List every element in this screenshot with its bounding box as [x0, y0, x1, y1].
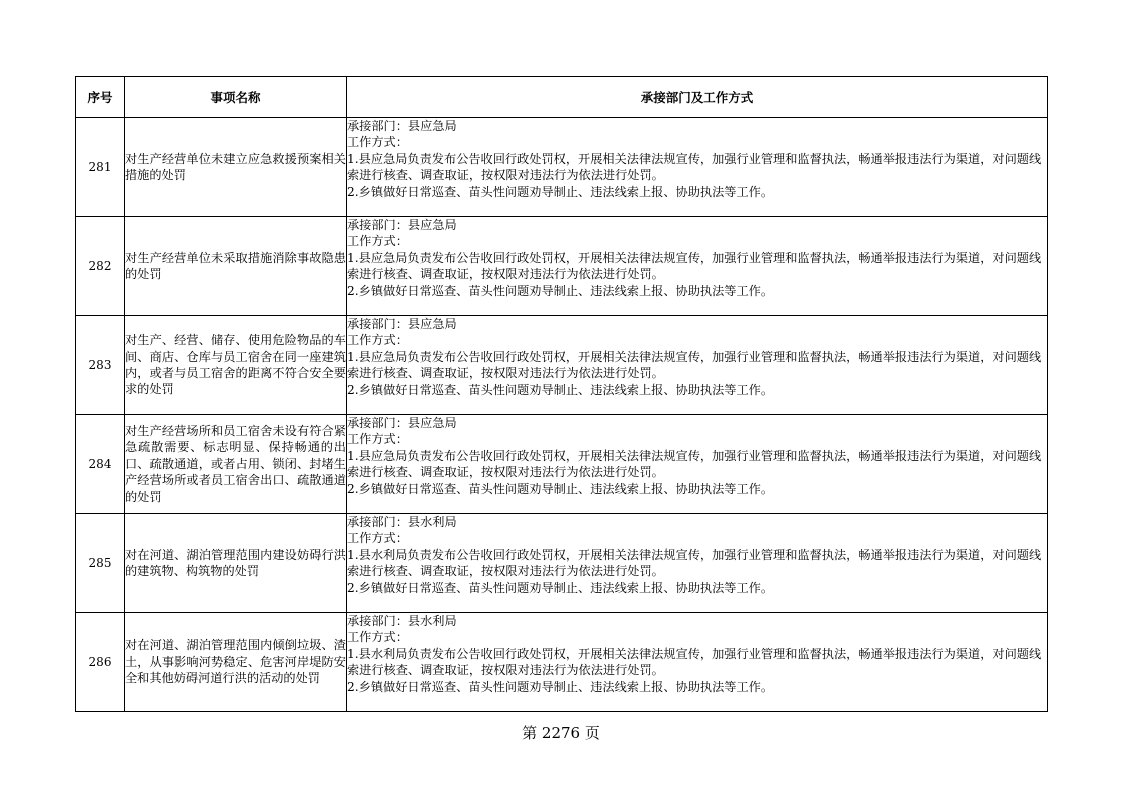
item-name: 对生产、经营、储存、使用危险物品的车间、商店、仓库与员工宿舍在同一座建筑内，或者与员工宿舍的距离不符合安全要求的处罚 [125, 316, 347, 415]
item-name: 对在河道、湖泊管理范围内建设妨碍行洪的建筑物、构筑物的处罚 [125, 514, 347, 613]
header-dept-method: 承接部门及工作方式 [347, 77, 1048, 118]
table-header-row [76, 77, 1048, 118]
row-number: 286 [76, 613, 125, 712]
item-name: 对生产经营单位未采取措施消除事故隐患的处罚 [125, 217, 347, 316]
table-row [76, 316, 1048, 415]
mode-label: 工作方式： [347, 135, 408, 150]
step-2: 2.乡镇做好日常巡查、苗头性问题劝导制止、违法线索上报、协助执法等工作。 [347, 283, 774, 298]
dept-method-cell [347, 217, 1048, 316]
page-number: 第 2276 页 [522, 724, 600, 742]
mode-label: 工作方式： [347, 432, 408, 447]
table-row [76, 415, 1048, 514]
mode-label: 工作方式： [347, 630, 408, 645]
step-1: 1.县应急局负责发布公告收回行政处罚权，开展相关法律法规宣传，加强行业管理和监督执法，畅通举报违法行为渠道，对问题线索进行核查、调查取证，按权限对违法行为依法进行处罚。 [347, 151, 1042, 183]
dept-method-cell [347, 415, 1048, 514]
row-number: 281 [76, 118, 125, 217]
dept-line: 承接部门：县水利局 [347, 515, 457, 529]
step-1: 1.县应急局负责发布公告收回行政处罚权，开展相关法律法规宣传，加强行业管理和监督执法，畅通举报违法行为渠道，对问题线索进行核查、调查取证，按权限对违法行为依法进行处罚。 [347, 250, 1042, 282]
step-2: 2.乡镇做好日常巡查、苗头性问题劝导制止、违法线索上报、协助执法等工作。 [347, 382, 774, 397]
step-1: 1.县水利局负责发布公告收回行政处罚权，开展相关法律法规宣传，加强行业管理和监督执法，畅通举报违法行为渠道，对问题线索进行核查、调查取证，按权限对违法行为依法进行处罚。 [347, 646, 1042, 678]
step-2: 2.乡镇做好日常巡查、苗头性问题劝导制止、违法线索上报、协助执法等工作。 [347, 481, 774, 496]
header-item-name: 事项名称 [125, 77, 347, 118]
step-1: 1.县应急局负责发布公告收回行政处罚权，开展相关法律法规宣传，加强行业管理和监督执法，畅通举报违法行为渠道，对问题线索进行核查、调查取证，按权限对违法行为依法进行处罚。 [347, 349, 1042, 381]
item-name: 对生产经营场所和员工宿舍未设有符合紧急疏散需要、标志明显、保持畅通的出口、疏散通道，或者占用、锁闭、封堵生产经营场所或者员工宿舍出口、疏散通道的处罚 [125, 415, 347, 514]
mode-label: 工作方式： [347, 234, 408, 249]
dept-method-cell [347, 118, 1048, 217]
row-number: 284 [76, 415, 125, 514]
dept-method-cell [347, 613, 1048, 712]
dept-line: 承接部门：县应急局 [347, 317, 457, 331]
table-row [76, 217, 1048, 316]
dept-method-cell [347, 514, 1048, 613]
mode-label: 工作方式： [347, 333, 408, 348]
step-2: 2.乡镇做好日常巡查、苗头性问题劝导制止、违法线索上报、协助执法等工作。 [347, 184, 774, 199]
item-name: 对在河道、湖泊管理范围内倾倒垃圾、渣土，从事影响河势稳定、危害河岸堤防安全和其他妨碍河道行洪的活动的处罚 [125, 613, 347, 712]
header-no: 序号 [76, 77, 125, 118]
dept-line: 承接部门：县应急局 [347, 119, 457, 133]
step-2: 2.乡镇做好日常巡查、苗头性问题劝导制止、违法线索上报、协助执法等工作。 [347, 580, 774, 595]
table-row [76, 514, 1048, 613]
row-number: 285 [76, 514, 125, 613]
table-row [76, 118, 1048, 217]
step-1: 1.县水利局负责发布公告收回行政处罚权，开展相关法律法规宣传，加强行业管理和监督执法，畅通举报违法行为渠道，对问题线索进行核查、调查取证，按权限对违法行为依法进行处罚。 [347, 547, 1042, 579]
step-1: 1.县应急局负责发布公告收回行政处罚权，开展相关法律法规宣传，加强行业管理和监督执法，畅通举报违法行为渠道，对问题线索进行核查、调查取证，按权限对违法行为依法进行处罚。 [347, 448, 1042, 480]
row-number: 283 [76, 316, 125, 415]
matters-table [75, 76, 1048, 712]
table-row [76, 613, 1048, 712]
row-number: 282 [76, 217, 125, 316]
dept-line: 承接部门：县应急局 [347, 218, 457, 232]
dept-line: 承接部门：县应急局 [347, 416, 457, 430]
mode-label: 工作方式： [347, 531, 408, 546]
dept-method-cell [347, 316, 1048, 415]
dept-line: 承接部门：县水利局 [347, 614, 457, 628]
item-name: 对生产经营单位未建立应急救援预案相关措施的处罚 [125, 118, 347, 217]
step-2: 2.乡镇做好日常巡查、苗头性问题劝导制止、违法线索上报、协助执法等工作。 [347, 679, 774, 694]
